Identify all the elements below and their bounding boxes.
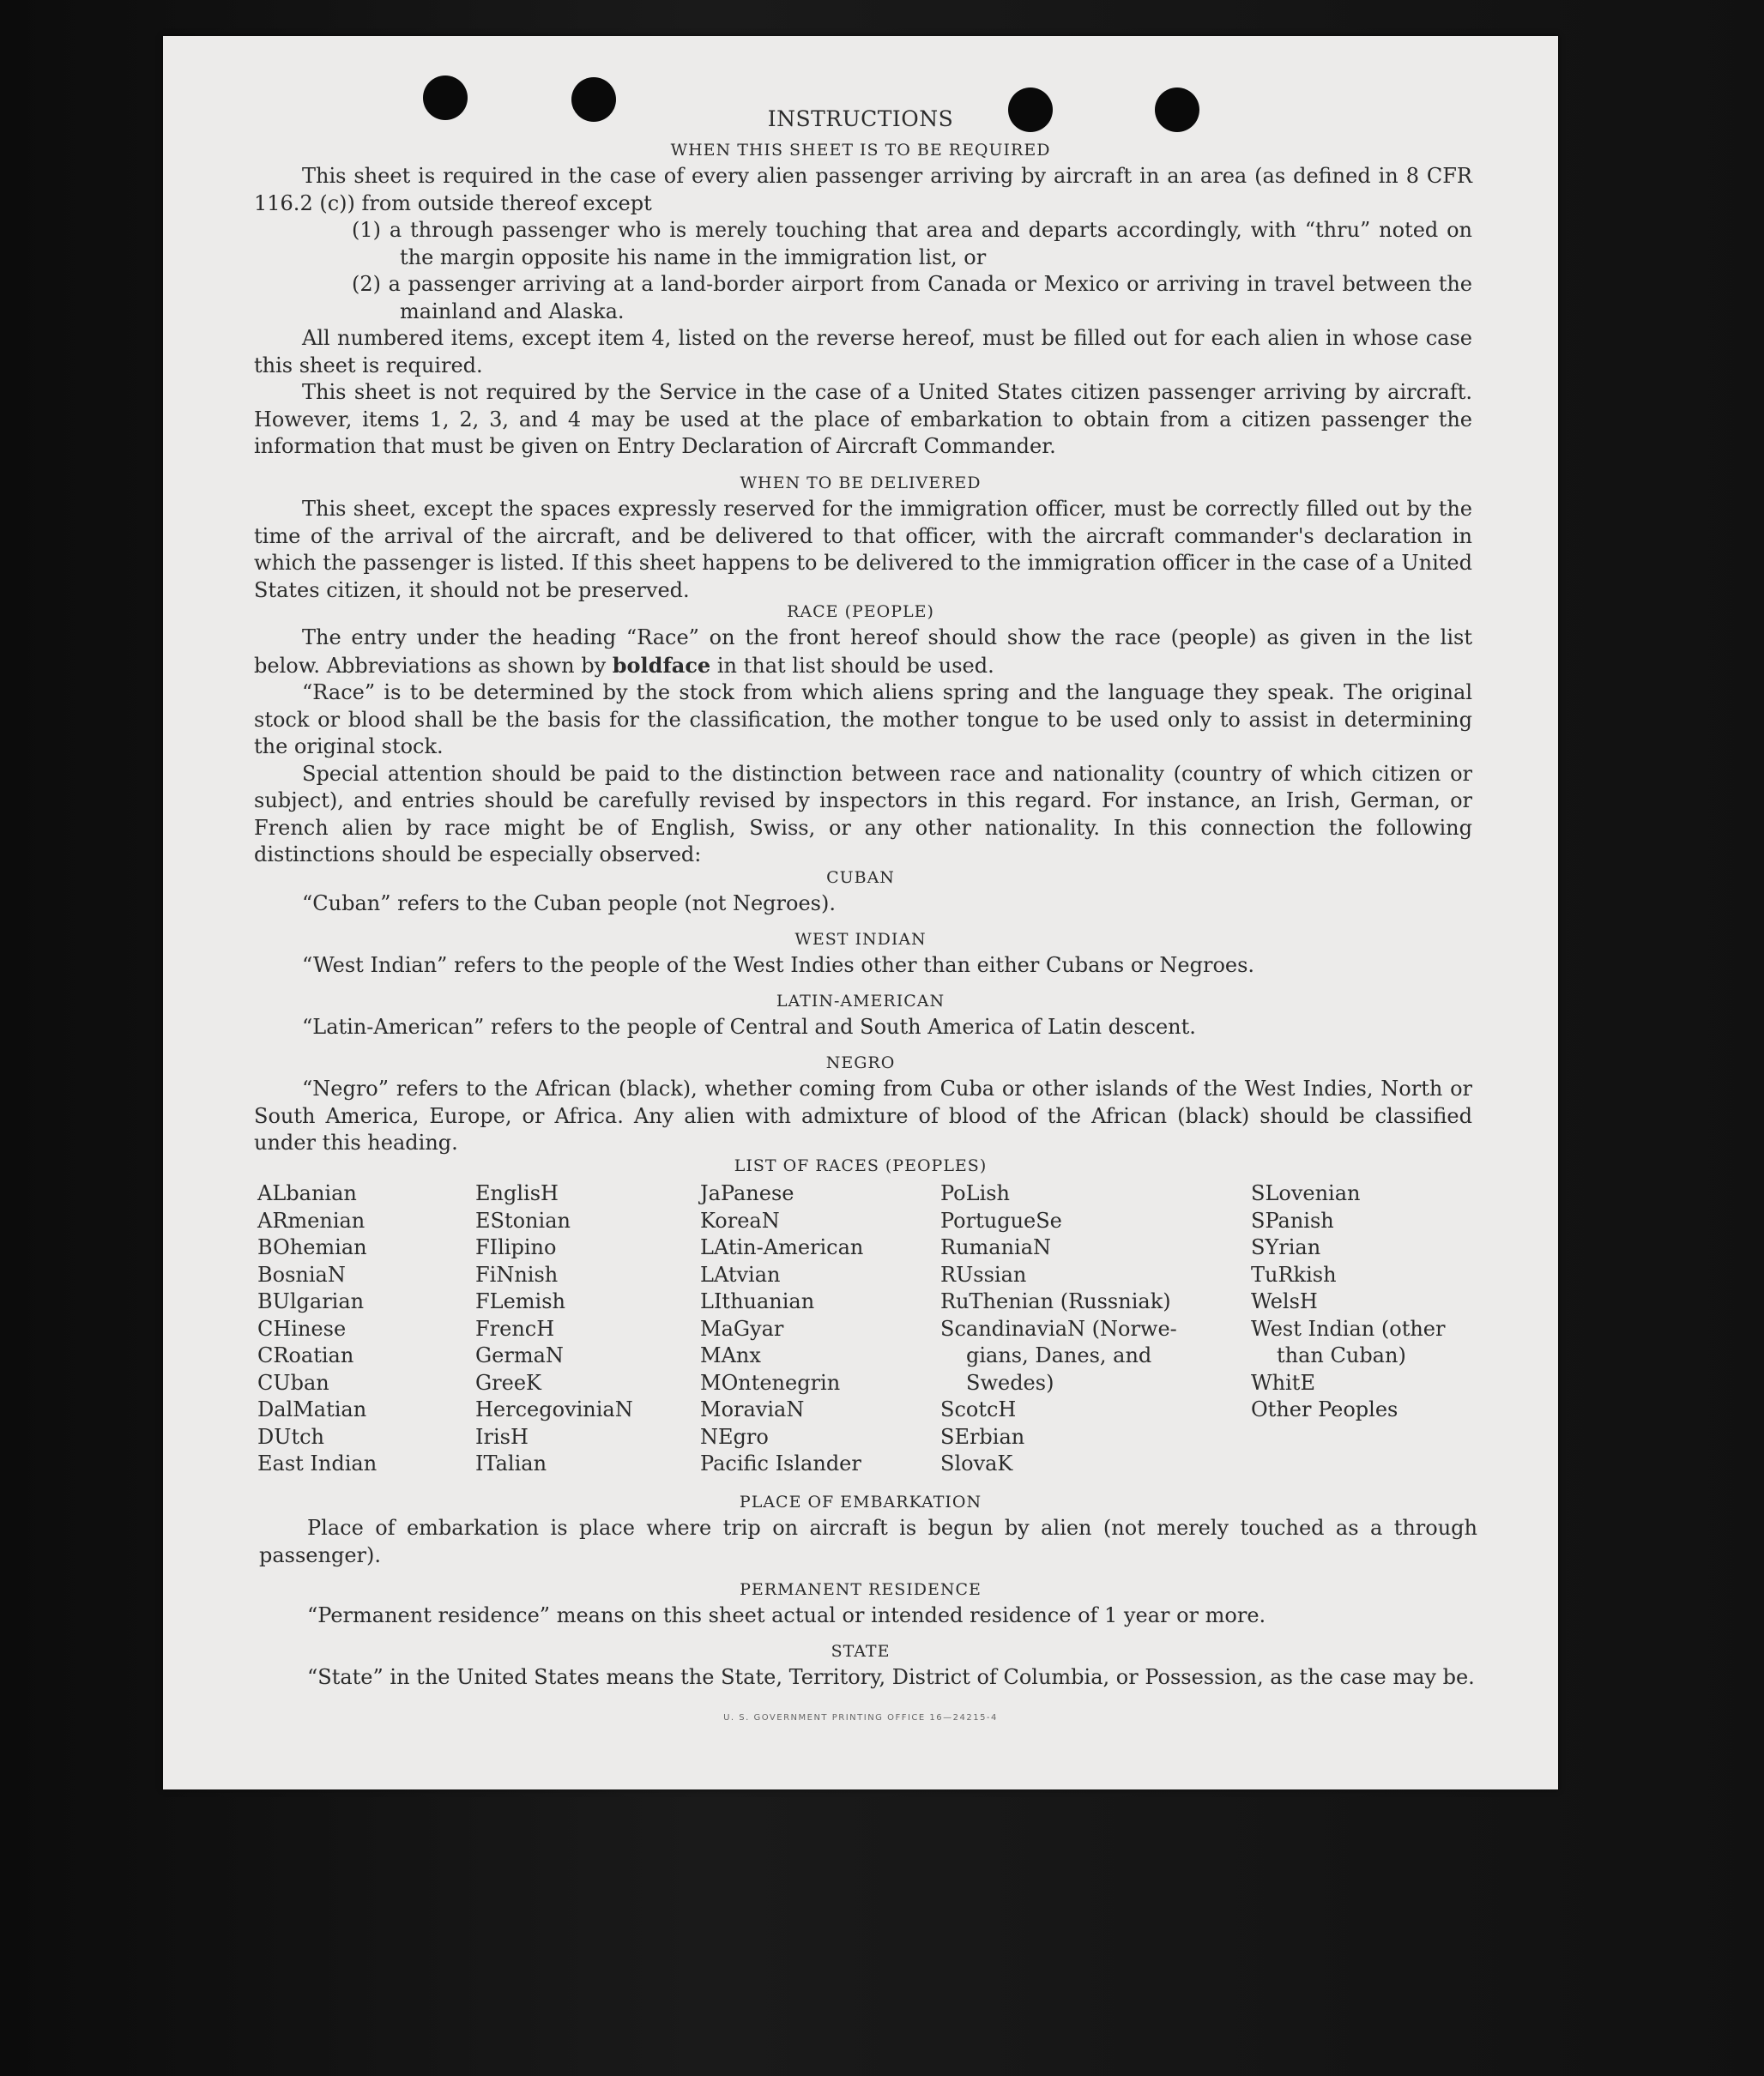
race-item: PoLish [940, 1181, 1011, 1205]
race-item: EStonian [475, 1208, 571, 1233]
race-item: WelsH [1251, 1289, 1318, 1313]
definition-state: “State” in the United States means the State, Territory, District of Columbia, or Possession, as the case may be. [307, 1665, 1475, 1689]
race-item: ALbanian [257, 1181, 357, 1205]
race-item: RuThenian (Russniak) [940, 1289, 1171, 1313]
section-heading-embarkation: PLACE OF EMBARKATION [739, 1493, 982, 1512]
definition-latin-american: “Latin-American” refers to the people of Central and South America of Latin descent. [302, 1015, 1196, 1039]
definition-residence: “Permanent residence” means on this sheet actual or intended residence of 1 year or more. [307, 1603, 1266, 1627]
race-item: MaGyar [700, 1316, 784, 1341]
race-item: RumaniaN [940, 1235, 1052, 1259]
race-item: BOhemian [257, 1235, 367, 1259]
race-item: MAnx [700, 1343, 761, 1367]
race-item: CUban [257, 1370, 329, 1395]
race-item: BUlgarian [257, 1289, 365, 1313]
section-heading-state: STATE [831, 1642, 891, 1661]
race-item: East Indian [257, 1451, 378, 1476]
page-title: INSTRUCTIONS [767, 106, 954, 131]
paragraph: Special attention should be paid to the distinction between race and nationality (country of which citizen or subject), and entries should be carefully revised by inspectors in this regard. For instance, an Irish, German, or French alien by race might be of English, Swiss, or any other nationality. In this connection the following distinctions should be especially observed: [254, 761, 1472, 866]
race-item: ScandinaviaN (Norwe- [940, 1316, 1177, 1341]
race-item: DalMatian [257, 1397, 367, 1421]
race-item: ITalian [475, 1451, 547, 1476]
section-heading-cuban: CUBAN [826, 868, 895, 887]
instruction-sheet [163, 36, 1558, 1789]
race-item: HercegoviniaN [475, 1397, 633, 1421]
race-item: BosniaN [257, 1262, 346, 1287]
race-item: Pacific Islander [700, 1451, 861, 1476]
race-item: EnglisH [475, 1181, 559, 1205]
race-column-3 [700, 1180, 863, 1478]
race-item: NEgro [700, 1424, 769, 1449]
paragraph: This sheet, except the spaces expressly reserved for the immigration officer, must be correctly filled out by the time of the arrival of the aircraft, and be delivered to that officer, with the aircraft commander's declaration in which the passenger is listed. If this sheet happens to be delivered to the immigration officer in the case of a United States citizen, it should not be preserved. [254, 497, 1472, 602]
race-item: TuRkish [1251, 1262, 1337, 1287]
section-heading-delivered: WHEN TO BE DELIVERED [740, 474, 982, 492]
printer-imprint: U. S. GOVERNMENT PRINTING OFFICE 16—24215-4 [723, 1713, 998, 1723]
race-item: FLemish [475, 1289, 565, 1313]
race-item: KoreaN [700, 1208, 780, 1233]
section-heading-west-indian: WEST INDIAN [794, 930, 927, 949]
race-item: ScotcH [940, 1397, 1017, 1421]
race-item: MoraviaN [700, 1397, 805, 1421]
race-item: MOntenegrin [700, 1370, 841, 1395]
race-item: FIlipino [475, 1235, 557, 1259]
race-item: CRoatian [257, 1343, 354, 1367]
race-item: ARmenian [257, 1208, 365, 1233]
section-delivered-body [254, 496, 1472, 604]
race-item: WhitE [1251, 1370, 1315, 1395]
section-race-body [254, 625, 1472, 869]
definition-cuban: “Cuban” refers to the Cuban people (not Negroes). [302, 891, 836, 915]
section-heading-latin-american: LATIN-AMERICAN [776, 992, 945, 1011]
race-item: IrisH [475, 1424, 529, 1449]
section-heading-residence: PERMANENT RESIDENCE [740, 1580, 982, 1599]
section-heading-list-of-races: LIST OF RACES (PEOPLES) [734, 1156, 988, 1175]
race-item: FrencH [475, 1316, 555, 1341]
race-item: CHinese [257, 1316, 347, 1341]
paragraph: The entry under the heading “Race” on the front hereof should show the race (people) as given in the list below. Abbreviations as shown by boldface in that list should be used. [254, 625, 1472, 678]
race-list [257, 1180, 1476, 1524]
race-item: LIthuanian [700, 1289, 815, 1313]
race-item: SLovenian [1251, 1181, 1361, 1205]
paragraph: All numbered items, except item 4, listed on the reverse hereof, must be filled out for each alien in whose case this sheet is required. [254, 326, 1472, 377]
race-column-4 [940, 1180, 1177, 1478]
race-item-continued: gians, Danes, and [966, 1343, 1152, 1367]
exception-item-1: (1) a through passenger who is merely touching that area and departs accordingly, with “thru” noted on the margin opposite his name in the immigration list, or [352, 218, 1472, 269]
race-item: GreeK [475, 1370, 541, 1395]
paragraph: This sheet is not required by the Service in the case of a United States citizen passenger arriving by aircraft. However, items 1, 2, 3, and 4 may be used at the place of embarkation to obtain from a citizen passenger the information that must be given on Entry Declaration of Aircraft Commander. [254, 380, 1472, 458]
section-required-body [254, 163, 1472, 461]
race-item: West Indian (other [1251, 1316, 1446, 1341]
race-column-1 [257, 1180, 377, 1478]
definition-embarkation: Place of embarkation is place where trip on aircraft is begun by alien (not merely touched as a through passenger). [259, 1516, 1477, 1567]
section-heading-negro: NEGRO [825, 1053, 896, 1072]
exception-item-2: (2) a passenger arriving at a land-border airport from Canada or Mexico or arriving in travel between the mainland and Alaska. [352, 272, 1472, 323]
race-item-continued: Swedes) [966, 1370, 1054, 1395]
race-item: Other Peoples [1251, 1397, 1399, 1421]
race-item-continued: than Cuban) [1277, 1343, 1406, 1367]
race-item: SYrian [1251, 1235, 1321, 1259]
section-heading-race: RACE (PEOPLE) [787, 602, 934, 621]
paragraph: “Race” is to be determined by the stock from which aliens spring and the language they speak. The original stock or blood shall be the basis for the classification, the mother tongue to be used only to assist in determining the original stock. [254, 680, 1472, 758]
definition-west-indian: “West Indian” refers to the people of the West Indies other than either Cubans or Negroes. [302, 953, 1255, 977]
race-item: SErbian [940, 1424, 1025, 1449]
race-column-2 [475, 1180, 633, 1478]
paragraph: This sheet is required in the case of every alien passenger arriving by aircraft in an area (as defined in 8 CFR 116.2 (c)) from outside thereof except [254, 164, 1472, 215]
race-item: GermaN [475, 1343, 564, 1367]
race-item: LAtin-American [700, 1235, 864, 1259]
race-item: SPanish [1251, 1208, 1334, 1233]
race-item: JaPanese [700, 1181, 794, 1205]
race-item: RUssian [940, 1262, 1027, 1287]
race-item: SlovaK [940, 1451, 1013, 1476]
race-item: LAtvian [700, 1262, 781, 1287]
race-item: FiNnish [475, 1262, 559, 1287]
race-item: DUtch [257, 1424, 325, 1449]
race-item: PortugueSe [940, 1208, 1062, 1233]
race-column-5 [1251, 1180, 1445, 1424]
section-heading-required: WHEN THIS SHEET IS TO BE REQUIRED [670, 141, 1051, 160]
definition-negro: “Negro” refers to the African (black), whether coming from Cuba or other islands of the West Indies, North or South America, Europe, or Africa. Any alien with admixture of blood of the African (black) should be classified under this heading. [254, 1077, 1472, 1155]
